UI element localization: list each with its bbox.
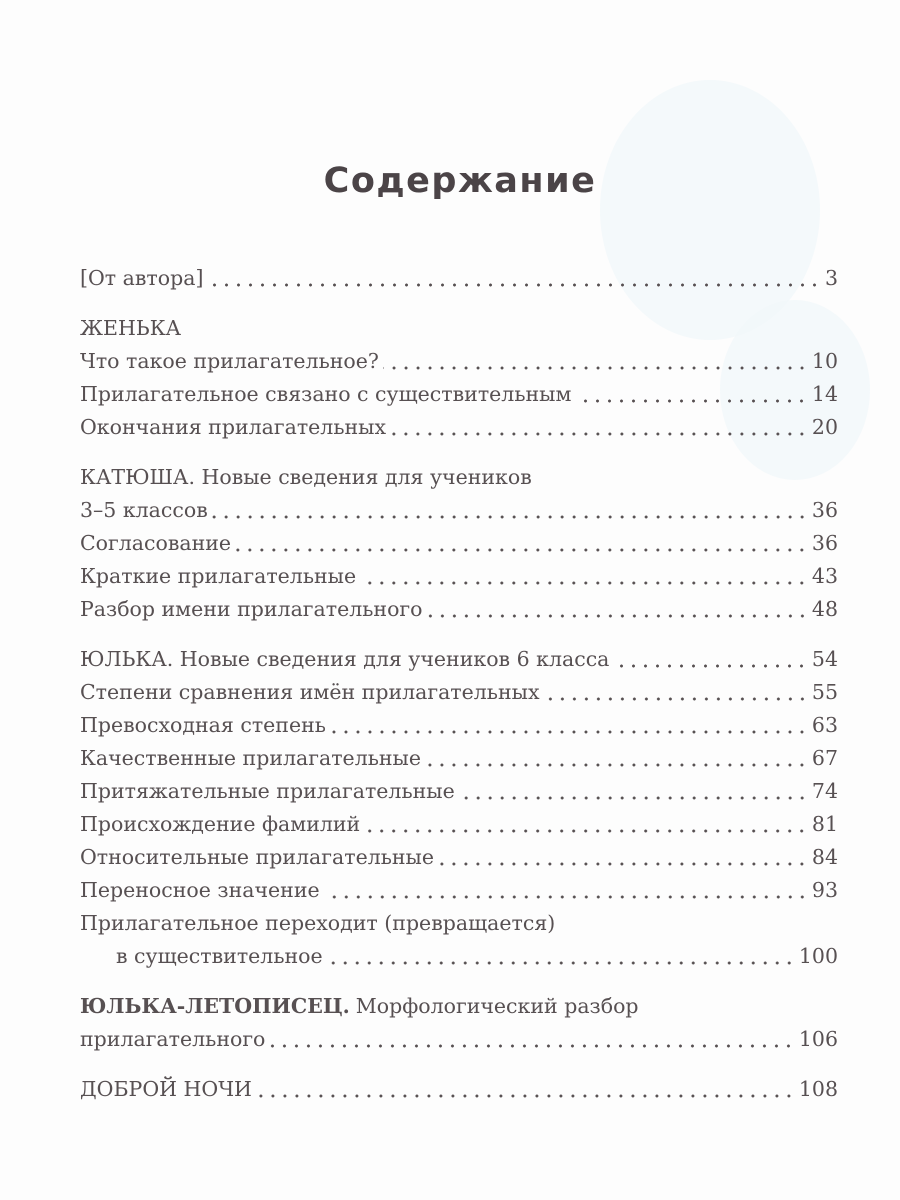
toc-group bbox=[80, 461, 838, 626]
toc-entry[interactable] bbox=[80, 1073, 838, 1106]
toc-entry-title: Относительные прилагательные bbox=[80, 845, 435, 869]
toc-entry bbox=[80, 312, 838, 345]
toc-entry[interactable] bbox=[80, 709, 838, 742]
toc-page-number: 36 bbox=[811, 531, 838, 555]
toc-page-number: 108 bbox=[798, 1077, 838, 1101]
toc-entry[interactable] bbox=[80, 527, 838, 560]
toc-entry-title: в существительное bbox=[116, 944, 323, 968]
toc-page-number: 54 bbox=[811, 647, 838, 671]
toc-entry[interactable] bbox=[80, 1023, 838, 1056]
dot-leader bbox=[364, 828, 808, 834]
toc-page-number: 93 bbox=[811, 878, 838, 902]
toc-page-number: 74 bbox=[811, 779, 838, 803]
toc-page-number: 36 bbox=[811, 498, 838, 522]
toc-entry[interactable] bbox=[80, 411, 838, 444]
toc-page-number: 3 bbox=[824, 266, 838, 290]
toc-entry bbox=[80, 461, 838, 494]
toc-entry bbox=[80, 907, 838, 940]
toc-entry-lead: ЮЛЬКА-ЛЕТОПИСЕЦ. bbox=[80, 994, 350, 1018]
toc-group bbox=[80, 990, 838, 1056]
toc-entry-title: 3–5 классов bbox=[80, 498, 208, 522]
toc-entry[interactable] bbox=[80, 940, 838, 973]
toc-entry bbox=[80, 990, 838, 1023]
toc-entry-title: Прилагательное переходит (превращается) bbox=[80, 911, 556, 935]
toc-entry-title: Превосходная степень bbox=[80, 713, 326, 737]
toc-group bbox=[80, 1073, 838, 1106]
toc-group bbox=[80, 643, 838, 973]
toc-entry-title: Что такое прилагательное? bbox=[80, 349, 379, 373]
toc-page-number: 63 bbox=[811, 713, 838, 737]
toc-entry-title: ЖЕНЬКА bbox=[80, 316, 182, 340]
dot-leader bbox=[427, 613, 808, 619]
dot-leader bbox=[438, 861, 808, 867]
toc-page-number: 43 bbox=[811, 564, 838, 588]
page-title: Содержание bbox=[323, 161, 597, 202]
dot-leader bbox=[256, 1093, 795, 1099]
dot-leader bbox=[425, 762, 808, 768]
toc-entry[interactable] bbox=[80, 676, 838, 709]
toc-page-number: 48 bbox=[811, 597, 838, 621]
toc-group bbox=[80, 262, 838, 295]
toc-entry-title: Притяжательные прилагательные bbox=[80, 779, 455, 803]
toc-entry[interactable] bbox=[80, 345, 838, 378]
dot-leader bbox=[330, 729, 808, 735]
dot-leader bbox=[360, 580, 808, 586]
toc-page-number: 55 bbox=[811, 680, 838, 704]
toc-entry-title: ЮЛЬКА. Новые сведения для учеников 6 класса bbox=[80, 647, 610, 671]
dot-leader bbox=[613, 663, 808, 669]
toc-entry[interactable] bbox=[80, 808, 838, 841]
toc-entry[interactable] bbox=[80, 494, 838, 527]
toc-entry[interactable] bbox=[80, 742, 838, 775]
toc-group bbox=[80, 312, 838, 444]
toc-entry[interactable] bbox=[80, 593, 838, 626]
toc-entry-title: Качественные прилагательные bbox=[80, 746, 421, 770]
dot-leader bbox=[269, 1043, 794, 1049]
toc-entry-title: Краткие прилагательные bbox=[80, 564, 357, 588]
toc-entry[interactable] bbox=[80, 262, 838, 295]
toc-page-number: 10 bbox=[811, 349, 838, 373]
toc-entry[interactable] bbox=[80, 841, 838, 874]
toc-entry-title: Разбор имени прилагательного bbox=[80, 597, 423, 621]
toc-entry-title: Морфологический разбор bbox=[355, 994, 639, 1018]
toc-page-number: 106 bbox=[798, 1027, 838, 1051]
dot-leader bbox=[324, 894, 808, 900]
toc-entry[interactable] bbox=[80, 560, 838, 593]
toc-page-number: 100 bbox=[798, 944, 838, 968]
dot-leader bbox=[212, 514, 808, 520]
dot-leader bbox=[383, 365, 808, 371]
toc-page-number: 14 bbox=[811, 382, 838, 406]
table-of-contents bbox=[80, 262, 838, 1123]
toc-page-number: 84 bbox=[811, 845, 838, 869]
dot-leader bbox=[459, 795, 808, 801]
toc-entry-title: ДОБРОЙ НОЧИ bbox=[80, 1077, 252, 1101]
toc-entry[interactable] bbox=[80, 874, 838, 907]
toc-entry-title: прилагательного bbox=[80, 1027, 266, 1051]
toc-entry-title: Согласование bbox=[80, 531, 232, 555]
toc-entry-title: [От автора] bbox=[80, 266, 204, 290]
toc-entry-title: Переносное значение bbox=[80, 878, 320, 902]
toc-entry-title: КАТЮША. Новые сведения для учеников bbox=[80, 465, 532, 489]
toc-entry-title: Прилагательное связано с существительным bbox=[80, 382, 572, 406]
dot-leader bbox=[575, 398, 808, 404]
dot-leader bbox=[235, 547, 808, 553]
toc-page-number: 81 bbox=[811, 812, 838, 836]
toc-entry[interactable] bbox=[80, 775, 838, 808]
dot-leader bbox=[390, 431, 808, 437]
toc-entry[interactable] bbox=[80, 643, 838, 676]
toc-page-number: 67 bbox=[811, 746, 838, 770]
toc-entry[interactable] bbox=[80, 378, 838, 411]
dot-leader bbox=[207, 282, 821, 288]
dot-leader bbox=[327, 960, 795, 966]
toc-entry-title: Степени сравнения имён прилагательных bbox=[80, 680, 540, 704]
toc-page-number: 20 bbox=[811, 415, 838, 439]
dot-leader bbox=[544, 696, 808, 702]
toc-entry-title: Окончания прилагательных bbox=[80, 415, 387, 439]
toc-entry-title: Происхождение фамилий bbox=[80, 812, 361, 836]
